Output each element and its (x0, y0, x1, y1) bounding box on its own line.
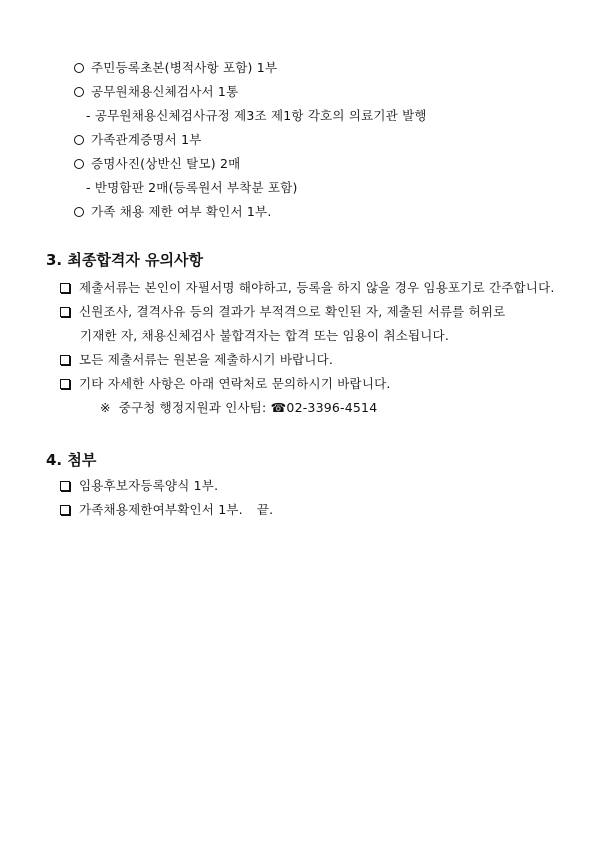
list-item-text: 가족채용제한여부확인서 1부. (79, 502, 243, 517)
circle-bullet-icon (74, 135, 84, 145)
square-bullet-icon (60, 307, 70, 317)
list-item-continuation (80, 328, 449, 344)
list-item (60, 280, 555, 296)
list-item-text: 가족관계증명서 1부 (91, 132, 202, 147)
circle-bullet-icon (74, 207, 84, 217)
contact-note-text: 중구청 행정지원과 인사팀: ☎02-3396-4514 (118, 400, 378, 415)
list-item-text: 모든 제출서류는 원본을 제출하시기 바랍니다. (79, 352, 334, 367)
section-heading: 3. 최종합격자 유의사항 (46, 251, 203, 269)
square-bullet-icon (60, 505, 70, 515)
circle-bullet-icon (74, 87, 84, 97)
square-bullet-icon (60, 355, 70, 365)
list-item-text: 기재한 자, 채용신체검사 불합격자는 합격 또는 임용이 취소됩니다. (80, 328, 449, 343)
sub-item (86, 180, 298, 196)
list-item (74, 204, 272, 220)
list-item (60, 352, 333, 368)
sub-item (86, 108, 427, 124)
list-item-text: 공무원채용신체검사서 1통 (91, 84, 239, 99)
list-item (74, 156, 240, 172)
list-item (60, 304, 505, 320)
sub-item-text: - 공무원채용신체검사규정 제3조 제1항 각호의 의료기관 발행 (86, 108, 427, 123)
contact-note (100, 400, 377, 416)
reference-mark: ※ (100, 400, 111, 415)
list-item-text: 가족 채용 제한 여부 확인서 1부. (91, 204, 272, 219)
list-item (74, 132, 202, 148)
circle-bullet-icon (74, 63, 84, 73)
list-item (74, 84, 238, 100)
end-mark: 끝. (256, 502, 274, 517)
section-heading: 4. 첨부 (46, 451, 97, 469)
list-item-text: 기타 자세한 사항은 아래 연락처로 문의하시기 바랍니다. (79, 376, 391, 391)
square-bullet-icon (60, 481, 70, 491)
list-item (60, 376, 391, 392)
list-item (74, 60, 277, 76)
sub-item-text: - 반명함판 2매(등록원서 부착분 포함) (86, 180, 298, 195)
list-item (60, 502, 273, 518)
list-item-text: 제출서류는 본인이 자필서명 해야하고, 등록을 하지 않을 경우 임용포기로 간주합니다. (79, 280, 555, 295)
list-item (60, 478, 218, 494)
square-bullet-icon (60, 283, 70, 293)
list-item-text: 임용후보자등록양식 1부. (79, 478, 219, 493)
list-item-text: 신원조사, 결격사유 등의 결과가 부적격으로 확인된 자, 제출된 서류를 허위로 (79, 304, 506, 319)
list-item-text: 증명사진(상반신 탈모) 2매 (91, 156, 241, 171)
square-bullet-icon (60, 379, 70, 389)
list-item-text: 주민등록초본(병적사항 포함) 1부 (91, 60, 278, 75)
circle-bullet-icon (74, 159, 84, 169)
